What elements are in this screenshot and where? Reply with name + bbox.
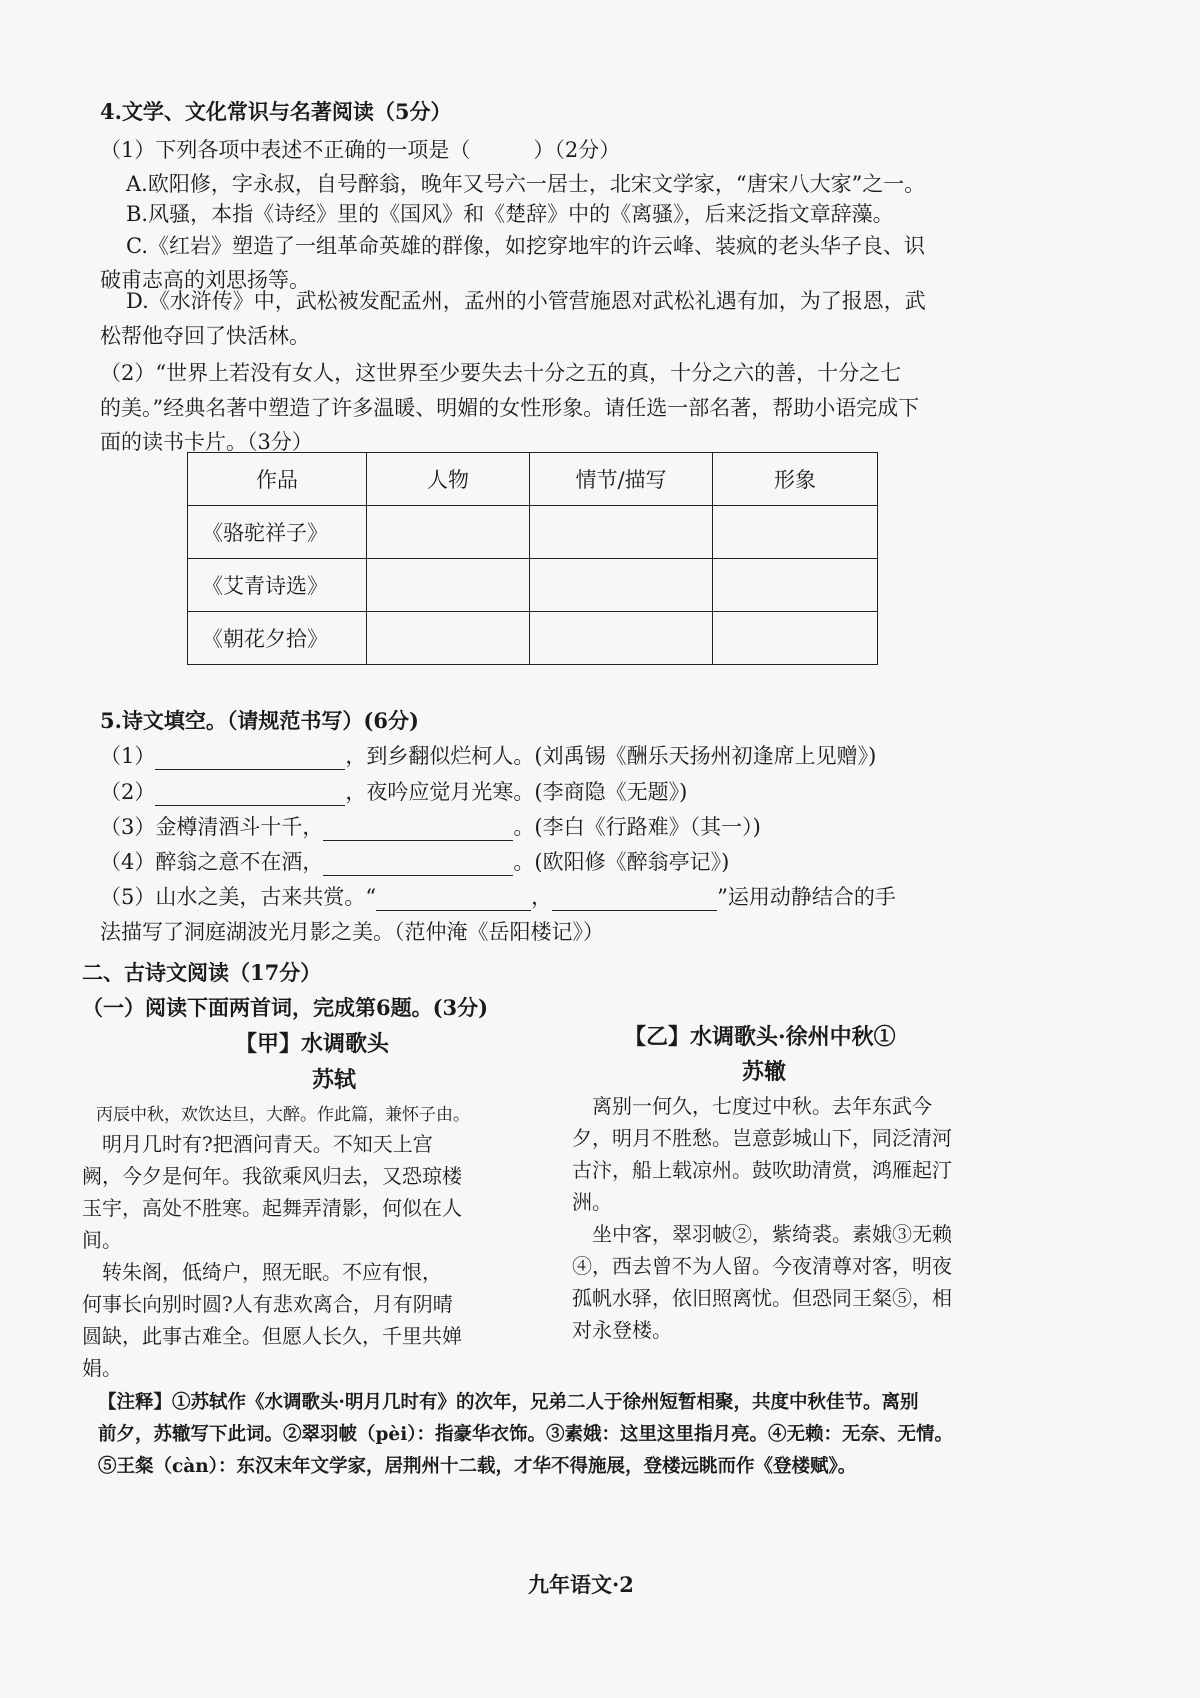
q5-line4: （4）醉翁之意不在酒， 。(欧阳修《醉翁亭记》) (100, 850, 730, 874)
q4-option-c-line2: 破甫志高的刘思扬等。 (100, 268, 310, 292)
blank-line[interactable] (155, 781, 345, 806)
q5-line5-cont: 法描写了洞庭湖波光月影之美。（范仲淹《岳阳楼记》） (100, 920, 604, 944)
table-header-row (188, 453, 878, 506)
q4-part1-stem: （1）下列各项中表述不正确的一项是（ ）（2分） (100, 138, 621, 162)
poem-line: 何事长向别时圆?人有悲欢离合，月有阴晴 (82, 1292, 453, 1316)
poem-line: 夕，明月不胜愁。岂意彭城山下，同泛清河 (572, 1126, 952, 1150)
poem-jia-author: 苏轼 (312, 1067, 357, 1093)
notes-line3: ⑤王粲（càn）：东汉末年文学家，居荆州十二载，才华不得施展，登楼远眺而作《登楼赋》。 (98, 1456, 857, 1477)
poem-jia-body (82, 1128, 462, 1384)
poem-line: 古汴，船上载凉州。鼓吹助清赏，鸿雁起汀 (572, 1158, 952, 1182)
notes-line1: 【注释】①苏轼作《水调歌头·明月几时有》的次年，兄弟二人于徐州短暂相聚，共度中秋佳节。离别 (98, 1392, 919, 1413)
poem-line: 阙，今夕是何年。我欲乘风归去，又恐琼楼 (82, 1164, 462, 1188)
section2-sub1: （一）阅读下面两首词，完成第6题。(3分) (82, 995, 489, 1020)
q4-option-a: A.欧阳修，字永叔，自号醉翁，晚年又号六一居士，北宋文学家，“唐宋八大家”之一。 (126, 172, 926, 196)
blank-line[interactable] (552, 886, 717, 911)
poem-yi-body (572, 1090, 952, 1346)
table-row (188, 559, 878, 612)
notes-line2: 前夕，苏辙写下此词。②翠羽帔（pèi）：指豪华衣饰。③素娥：这里这里指月亮。④无赖：无奈、无情。 (98, 1424, 953, 1445)
poem-jia-title: 【甲】水调歌头 (235, 1031, 390, 1057)
work-cell: 《艾青诗选》 (188, 559, 367, 612)
poem-line: 明月几时有?把酒问青天。不知天上宫 (82, 1132, 433, 1156)
header-work: 作品 (188, 453, 367, 506)
q4-part2-line1: （2）“世界上若没有女人，这世界至少要失去十分之五的真，十分之六的善，十分之七 (100, 361, 902, 385)
work-cell: 《骆驼祥子》 (188, 506, 367, 559)
header-character: 人物 (367, 453, 530, 506)
blank-line[interactable] (323, 816, 513, 841)
answer-cell[interactable] (530, 506, 713, 559)
q5-line3: （3）金樽清酒斗十千， 。(李白《行路难》（其一）) (100, 815, 761, 839)
poem-line: 对永登楼。 (572, 1318, 672, 1342)
answer-cell[interactable] (713, 612, 878, 665)
q4-part2-line3: 面的读书卡片。（3分） (100, 430, 313, 454)
answer-cell[interactable] (530, 559, 713, 612)
poem-line: 洲。 (572, 1190, 612, 1214)
header-image: 形象 (713, 453, 878, 506)
q4-option-b: B.风骚，本指《诗经》里的《国风》和《楚辞》中的《离骚》，后来泛指文章辞藻。 (126, 202, 894, 226)
q5-title: 5.诗文填空。（请规范书写）(6分) (100, 708, 419, 733)
section2-title: 二、古诗文阅读（17分） (82, 960, 322, 985)
answer-cell[interactable] (367, 506, 530, 559)
poem-line: ④，西去曾不为人留。今夜清尊对客，明夜 (572, 1254, 952, 1278)
page-footer: 九年语文·2 (528, 1572, 634, 1597)
table-row (188, 612, 878, 665)
answer-cell[interactable] (367, 559, 530, 612)
q4-part2-line2: 的美。”经典名著中塑造了许多温暖、明媚的女性形象。请任选一部名著，帮助小语完成下 (100, 396, 920, 420)
poem-yi-title: 【乙】水调歌头·徐州中秋① (624, 1024, 896, 1050)
q4-option-d-line2: 松帮他夺回了快活林。 (100, 324, 310, 348)
answer-cell[interactable] (367, 612, 530, 665)
answer-cell[interactable] (713, 506, 878, 559)
q5-line5: （5）山水之美，古来共赏。“ ， ”运用动静结合的手 (100, 885, 896, 909)
work-cell: 《朝花夕拾》 (188, 612, 367, 665)
poem-line: 娟。 (82, 1356, 122, 1380)
poem-line: 离别一何久，七度过中秋。去年东武今 (572, 1094, 932, 1118)
q5-line2: （2） ，夜吟应觉月光寒。(李商隐《无题》) (100, 780, 688, 804)
poem-yi-author: 苏辙 (742, 1059, 787, 1085)
poem-line: 圆缺，此事古难全。但愿人长久，千里共婵 (82, 1324, 462, 1348)
poem-line: 坐中客，翠羽帔②，紫绮裘。素娥③无赖 (572, 1222, 952, 1246)
answer-cell[interactable] (530, 612, 713, 665)
poem-line: 转朱阁，低绮户，照无眠。不应有恨， (82, 1260, 442, 1284)
poem-line: 孤帆水驿，依旧照离忧。但恐同王粲⑤，相 (572, 1286, 952, 1310)
blank-line[interactable] (155, 745, 345, 770)
reading-card-table (187, 452, 878, 665)
answer-cell[interactable] (713, 559, 878, 612)
q4-title: 4.文学、文化常识与名著阅读（5分） (100, 99, 452, 124)
header-plot: 情节/描写 (530, 453, 713, 506)
blank-line[interactable] (323, 851, 513, 876)
q4-option-d-line1: D.《水浒传》中，武松被发配孟州，孟州的小管营施恩对武松礼遇有加，为了报恩，武 (126, 289, 926, 313)
poem-line: 玉宇，高处不胜寒。起舞弄清影，何似在人 (82, 1196, 462, 1220)
table-row (188, 506, 878, 559)
poem-jia-preface: 丙辰中秋，欢饮达旦，大醉。作此篇，兼怀子由。 (96, 1105, 470, 1125)
q5-line1: （1） ，到乡翻似烂柯人。(刘禹锡《酬乐天扬州初逢席上见赠》) (100, 744, 877, 768)
q4-option-c-line1: C.《红岩》塑造了一组革命英雄的群像，如挖穿地牢的许云峰、装疯的老头华子良、识 (126, 234, 925, 258)
blank-line[interactable] (376, 886, 531, 911)
poem-line: 间。 (82, 1228, 122, 1252)
